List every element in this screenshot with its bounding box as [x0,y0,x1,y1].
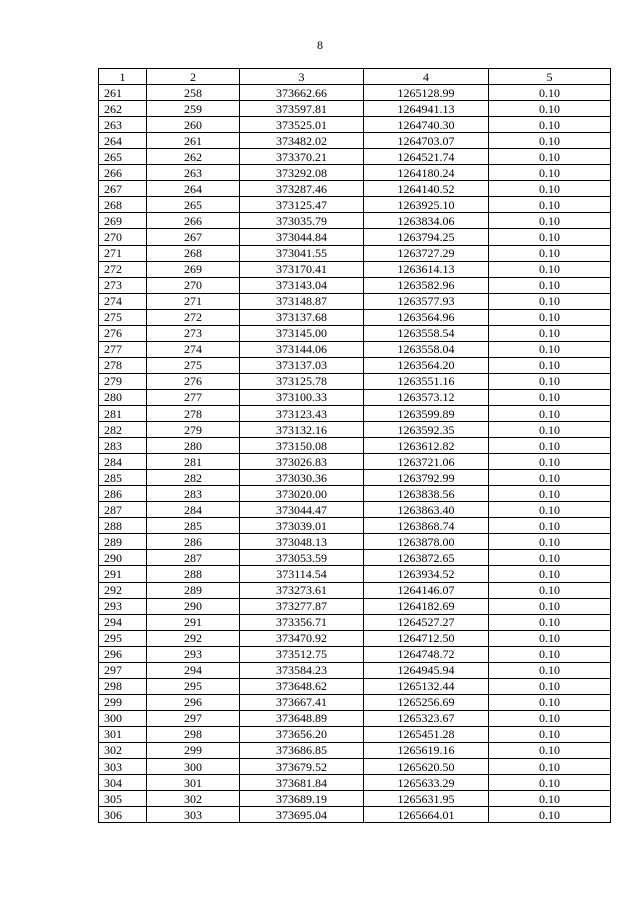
table-cell: 303 [147,807,240,823]
table-row [99,229,611,245]
table-cell: 373145.00 [240,325,364,341]
table-cell: 1264748.72 [364,646,489,662]
table-cell: 1263792.99 [364,470,489,486]
table-cell: 373292.08 [240,165,364,181]
table-row [99,213,611,229]
table-row [99,614,611,630]
table-cell: 1263925.10 [364,197,489,213]
table-row [99,101,611,117]
table-cell: 373044.84 [240,229,364,245]
table-cell: 278 [99,357,147,373]
table-cell: 0.10 [489,662,611,678]
table-cell: 262 [147,149,240,165]
table-cell: 1265323.67 [364,710,489,726]
table-body [99,85,611,823]
table-cell: 0.10 [489,325,611,341]
table-cell: 277 [99,341,147,357]
table-cell: 0.10 [489,486,611,502]
table-cell: 1265633.29 [364,775,489,791]
table-cell: 267 [147,229,240,245]
column-header: 1 [99,69,147,85]
table-cell: 1263834.06 [364,213,489,229]
table-cell: 302 [147,791,240,807]
table-cell: 282 [99,422,147,438]
table-cell: 286 [99,486,147,502]
table-cell: 1263573.12 [364,389,489,405]
table-row [99,293,611,309]
table-row [99,582,611,598]
table-cell: 0.10 [489,454,611,470]
table-row [99,341,611,357]
table-row [99,534,611,550]
table-cell: 290 [99,550,147,566]
table-cell: 280 [99,389,147,405]
table-cell: 300 [147,759,240,775]
table-row [99,726,611,742]
table-cell: 1263872.65 [364,550,489,566]
table-row [99,165,611,181]
table-cell: 373686.85 [240,742,364,758]
table-row [99,807,611,823]
table-header-row [99,69,611,85]
table-cell: 0.10 [489,742,611,758]
table-row [99,181,611,197]
table-row [99,662,611,678]
table-cell: 0.10 [489,229,611,245]
table-cell: 0.10 [489,309,611,325]
table-cell: 1264941.13 [364,101,489,117]
table-cell: 0.10 [489,646,611,662]
table-cell: 305 [99,791,147,807]
table-cell: 302 [99,742,147,758]
table-cell: 1264712.50 [364,630,489,646]
table-cell: 296 [147,694,240,710]
table-cell: 0.10 [489,566,611,582]
table-cell: 261 [147,133,240,149]
table-cell: 1265619.16 [364,742,489,758]
table-cell: 1265451.28 [364,726,489,742]
table-cell: 299 [147,742,240,758]
table-cell: 282 [147,470,240,486]
table-cell: 373170.41 [240,261,364,277]
table-cell: 0.10 [489,630,611,646]
table-row [99,710,611,726]
table-cell: 373100.33 [240,389,364,405]
table-cell: 1263794.25 [364,229,489,245]
table-row [99,486,611,502]
table-cell: 294 [147,662,240,678]
table-cell: 303 [99,759,147,775]
table-cell: 276 [147,373,240,389]
table-row [99,325,611,341]
table-row [99,373,611,389]
table-cell: 0.10 [489,438,611,454]
table-cell: 0.10 [489,470,611,486]
table-cell: 373370.21 [240,149,364,165]
table-cell: 1263721.06 [364,454,489,470]
table-cell: 283 [99,438,147,454]
column-header: 4 [364,69,489,85]
table-row [99,598,611,614]
table-cell: 258 [147,85,240,101]
table-cell: 295 [99,630,147,646]
table-cell: 373125.78 [240,373,364,389]
table-cell: 0.10 [489,389,611,405]
table-cell: 279 [99,373,147,389]
table-cell: 290 [147,598,240,614]
table-cell: 373277.87 [240,598,364,614]
table-cell: 263 [99,117,147,133]
table-cell: 0.10 [489,101,611,117]
table-cell: 373679.52 [240,759,364,775]
table-cell: 284 [99,454,147,470]
table-cell: 259 [147,101,240,117]
column-header: 2 [147,69,240,85]
table-cell: 287 [147,550,240,566]
table-cell: 291 [147,614,240,630]
table-cell: 0.10 [489,133,611,149]
table-cell: 373020.00 [240,486,364,502]
table-cell: 0.10 [489,791,611,807]
column-header: 5 [489,69,611,85]
table-cell: 269 [99,213,147,229]
table-cell: 0.10 [489,534,611,550]
table-cell: 373512.75 [240,646,364,662]
table-cell: 260 [147,117,240,133]
table-row [99,694,611,710]
table-cell: 373648.62 [240,678,364,694]
table-cell: 1263838.56 [364,486,489,502]
table-row [99,502,611,518]
table-cell: 272 [147,309,240,325]
table-cell: 0.10 [489,341,611,357]
table-cell: 288 [147,566,240,582]
table-cell: 264 [147,181,240,197]
table-cell: 294 [99,614,147,630]
table-cell: 373143.04 [240,277,364,293]
table-cell: 0.10 [489,726,611,742]
table-cell: 373048.13 [240,534,364,550]
table-cell: 0.10 [489,422,611,438]
table-cell: 1263614.13 [364,261,489,277]
table-cell: 1263551.16 [364,373,489,389]
table-cell: 373132.16 [240,422,364,438]
table-cell: 289 [99,534,147,550]
table-cell: 1264703.07 [364,133,489,149]
table-row [99,678,611,694]
table-cell: 295 [147,678,240,694]
table-cell: 0.10 [489,518,611,534]
table-cell: 276 [99,325,147,341]
table-row [99,357,611,373]
table-cell: 1264521.74 [364,149,489,165]
table-cell: 0.10 [489,807,611,823]
table-row [99,309,611,325]
table-cell: 373287.46 [240,181,364,197]
table-cell: 269 [147,261,240,277]
table-row [99,261,611,277]
table-cell: 373584.23 [240,662,364,678]
table-cell: 275 [99,309,147,325]
table-cell: 0.10 [489,277,611,293]
table-cell: 1265631.95 [364,791,489,807]
table-cell: 271 [147,293,240,309]
table-row [99,422,611,438]
table-row [99,646,611,662]
table-cell: 0.10 [489,149,611,165]
table-cell: 274 [147,341,240,357]
table-cell: 0.10 [489,213,611,229]
table-cell: 272 [99,261,147,277]
table-cell: 0.10 [489,293,611,309]
table-cell: 1264182.69 [364,598,489,614]
table-cell: 373053.59 [240,550,364,566]
table-cell: 285 [147,518,240,534]
table-cell: 0.10 [489,710,611,726]
table-cell: 1263934.52 [364,566,489,582]
table-cell: 292 [147,630,240,646]
table-cell: 277 [147,389,240,405]
table-cell: 373695.04 [240,807,364,823]
table-cell: 1264146.07 [364,582,489,598]
table-cell: 1265128.99 [364,85,489,101]
table-cell: 289 [147,582,240,598]
table-cell: 275 [147,357,240,373]
table-cell: 264 [99,133,147,149]
table-cell: 1265664.01 [364,807,489,823]
table-row [99,277,611,293]
table-row [99,454,611,470]
table-cell: 373041.55 [240,245,364,261]
table-cell: 0.10 [489,759,611,775]
table-cell: 373150.08 [240,438,364,454]
table-cell: 0.10 [489,181,611,197]
table-cell: 1263612.82 [364,438,489,454]
table-cell: 1264140.52 [364,181,489,197]
table-cell: 293 [99,598,147,614]
table-cell: 287 [99,502,147,518]
table-cell: 283 [147,486,240,502]
table-row [99,470,611,486]
table-row [99,550,611,566]
table-cell: 1263558.54 [364,325,489,341]
table-cell: 1265620.50 [364,759,489,775]
table-cell: 262 [99,101,147,117]
table-cell: 298 [99,678,147,694]
table-row [99,759,611,775]
table-cell: 301 [147,775,240,791]
table-cell: 1264740.30 [364,117,489,133]
table-cell: 373026.83 [240,454,364,470]
table-cell: 271 [99,245,147,261]
table-cell: 261 [99,85,147,101]
table-cell: 281 [147,454,240,470]
table-cell: 373137.68 [240,309,364,325]
table-cell: 268 [147,245,240,261]
table-cell: 1263878.00 [364,534,489,550]
table-cell: 298 [147,726,240,742]
table-cell: 267 [99,181,147,197]
table-cell: 268 [99,197,147,213]
table-cell: 1264180.24 [364,165,489,181]
table-cell: 1263558.04 [364,341,489,357]
table-cell: 266 [147,213,240,229]
table-cell: 0.10 [489,598,611,614]
table-cell: 0.10 [489,405,611,421]
table-row [99,245,611,261]
table-cell: 281 [99,405,147,421]
table-cell: 373525.01 [240,117,364,133]
table-row [99,438,611,454]
table-cell: 1263592.35 [364,422,489,438]
table-cell: 270 [99,229,147,245]
table-cell: 279 [147,422,240,438]
table-cell: 0.10 [489,197,611,213]
table-cell: 373667.41 [240,694,364,710]
table-cell: 373648.89 [240,710,364,726]
table-cell: 1265256.69 [364,694,489,710]
table-cell: 0.10 [489,373,611,389]
table-cell: 270 [147,277,240,293]
table-cell: 1264945.94 [364,662,489,678]
table-cell: 0.10 [489,582,611,598]
table-cell: 373039.01 [240,518,364,534]
table-cell: 1265132.44 [364,678,489,694]
column-header: 3 [240,69,364,85]
table-cell: 373356.71 [240,614,364,630]
page-number: 8 [317,38,323,52]
table-cell: 1263577.93 [364,293,489,309]
table-cell: 1263868.74 [364,518,489,534]
table-cell: 373681.84 [240,775,364,791]
table-cell: 280 [147,438,240,454]
table-cell: 265 [147,197,240,213]
table-cell: 1263564.96 [364,309,489,325]
table-cell: 265 [99,149,147,165]
table-cell: 373689.19 [240,791,364,807]
table-cell: 273 [147,325,240,341]
table-cell: 373144.06 [240,341,364,357]
table-row [99,742,611,758]
table-cell: 278 [147,405,240,421]
table-cell: 285 [99,470,147,486]
table-cell: 296 [99,646,147,662]
table-cell: 373125.47 [240,197,364,213]
table-row [99,518,611,534]
table-row [99,149,611,165]
table-row [99,566,611,582]
table-cell: 373273.61 [240,582,364,598]
table-cell: 292 [99,582,147,598]
table-cell: 373470.92 [240,630,364,646]
table-cell: 291 [99,566,147,582]
table-cell: 263 [147,165,240,181]
table-cell: 304 [99,775,147,791]
table-row [99,117,611,133]
table-cell: 0.10 [489,502,611,518]
table-cell: 373044.47 [240,502,364,518]
table-cell: 1263582.96 [364,277,489,293]
table-cell: 306 [99,807,147,823]
table-cell: 0.10 [489,614,611,630]
table-cell: 373123.43 [240,405,364,421]
table-cell: 0.10 [489,550,611,566]
table-cell: 0.10 [489,117,611,133]
coordinates-table [98,68,611,823]
table-cell: 293 [147,646,240,662]
table-cell: 373035.79 [240,213,364,229]
table-row [99,197,611,213]
table-cell: 0.10 [489,245,611,261]
table-cell: 373662.66 [240,85,364,101]
table-cell: 1263564.20 [364,357,489,373]
table-cell: 0.10 [489,694,611,710]
table-cell: 0.10 [489,678,611,694]
table-cell: 297 [147,710,240,726]
table-cell: 373114.54 [240,566,364,582]
table-cell: 297 [99,662,147,678]
table-row [99,405,611,421]
table-cell: 373148.87 [240,293,364,309]
table-cell: 274 [99,293,147,309]
table-row [99,85,611,101]
table-cell: 300 [99,710,147,726]
table-cell: 0.10 [489,85,611,101]
table-cell: 373137.03 [240,357,364,373]
table-cell: 0.10 [489,775,611,791]
table-row [99,775,611,791]
table-cell: 373597.81 [240,101,364,117]
table-cell: 373482.02 [240,133,364,149]
table-cell: 0.10 [489,357,611,373]
table-cell: 286 [147,534,240,550]
table-row [99,630,611,646]
table-row [99,389,611,405]
table-cell: 1263599.89 [364,405,489,421]
table-cell: 301 [99,726,147,742]
table-cell: 299 [99,694,147,710]
table-cell: 1264527.27 [364,614,489,630]
table-cell: 288 [99,518,147,534]
table-cell: 373030.36 [240,470,364,486]
table-row [99,791,611,807]
table-cell: 373656.20 [240,726,364,742]
table-cell: 273 [99,277,147,293]
table-cell: 0.10 [489,165,611,181]
table-cell: 1263863.40 [364,502,489,518]
table-cell: 284 [147,502,240,518]
table-cell: 266 [99,165,147,181]
table-cell: 0.10 [489,261,611,277]
table-row [99,133,611,149]
table-cell: 1263727.29 [364,245,489,261]
